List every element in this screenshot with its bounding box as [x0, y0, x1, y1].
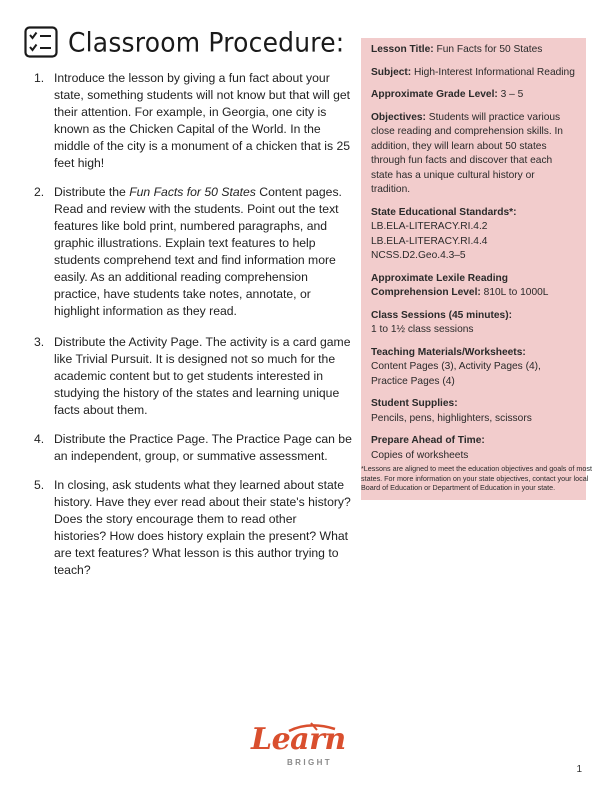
item-text: Introduce the lesson by giving a fun fact about your state, something students will not know but that will get their attention. For example, in Georgia, one city is known as the Chicken Capital of the World. In the middle of the city is a monument of a chicken that is 25 feet high!	[54, 71, 351, 170]
page-title: Classroom Procedure:	[68, 26, 345, 58]
item-number: 3.	[34, 335, 45, 349]
item-text	[54, 184, 352, 320]
lexile-field	[371, 272, 576, 301]
prepare-field	[371, 434, 576, 463]
field-value: Copies of worksheets	[371, 449, 469, 461]
logo-wordmark: Learn	[251, 722, 346, 757]
item-number: 1.	[34, 71, 45, 85]
field-label: Subject:	[371, 66, 412, 78]
materials-field	[371, 346, 576, 390]
field-label: Approximate Lexile Reading Comprehension Level:	[371, 272, 508, 298]
field-value: High-Interest Informational Reading	[414, 66, 575, 78]
list-item	[34, 477, 352, 579]
field-label: Class Sessions (45 minutes):	[371, 309, 512, 321]
field-value: Pencils, pens, highlighters, scissors	[371, 412, 532, 424]
field-value: 1 to 1½ class sessions	[371, 324, 474, 335]
learn-bright-logo	[251, 722, 363, 770]
standard-code: NCSS.D2.Geo.4.3–5	[371, 250, 466, 261]
field-value: Content Pages (3), Activity Pages (4), Practice Pages (4)	[371, 361, 541, 387]
item-number: 2.	[34, 185, 45, 199]
field-label: Student Supplies:	[371, 398, 458, 409]
list-item	[34, 184, 352, 320]
item-text: Distribute the Activity Page. The activity is a card game like Trivial Pursuit. It is designed not so much for the academic content but to get students interested in studying the history of the states and learning unique facts about them.	[54, 335, 351, 417]
grade-level-field	[371, 88, 576, 103]
field-value: Students will practice various close reading and comprehension skills. In addition, they will learn about 50 states through fun facts and discover that each state has a unique cultural history or tradition.	[371, 111, 563, 195]
standards-field	[371, 206, 576, 264]
page-header	[24, 26, 344, 58]
item-number: 5.	[34, 478, 45, 492]
logo-subtitle: BRIGHT	[287, 758, 333, 767]
list-item	[34, 334, 352, 419]
list-item	[34, 431, 352, 465]
sessions-field	[371, 309, 576, 338]
item-text-emphasis: Fun Facts for 50 States	[129, 185, 256, 199]
field-label: Prepare Ahead of Time:	[371, 435, 485, 446]
list-item	[34, 70, 352, 172]
objectives-field	[371, 111, 576, 198]
standard-code: LB.ELA-LITERACY.RI.4.4	[371, 235, 488, 247]
supplies-field	[371, 397, 576, 426]
field-label: Lesson Title:	[371, 44, 434, 55]
item-text-pre: Distribute the	[54, 185, 130, 199]
field-label: Teaching Materials/Worksheets:	[371, 346, 526, 358]
page-number: 1	[576, 764, 582, 775]
item-text: In closing, ask students what they learned about state history. Have they ever read about their state's history? Does the story encourage them to read other histories? How does history explain the present? What are text features? What lesson is this author trying to teach?	[54, 478, 351, 577]
item-text: Distribute the Practice Page. The Practice Page can be an independent, group, or summative assessment.	[54, 432, 352, 463]
field-value: 3 – 5	[500, 89, 524, 100]
standard-code: LB.ELA-LITERACY.RI.4.2	[371, 221, 488, 232]
item-number: 4.	[34, 432, 45, 446]
item-text-post: Content pages. Read and review with the students. Point out the text features like bold print, numbered paragraphs, and graphic illustrations. Explain text features to help students comprehend text and find information more easily. As an additional reading comprehension practice, have students take notes, annotate, or highlight information as they read.	[54, 185, 342, 318]
standards-footnote: *Lessons are aligned to meet the education objectives and goals of most states. For more information on your state objectives, contact your local Board of Education or Department of Education in your state.	[361, 464, 592, 493]
subject-field	[371, 66, 576, 81]
field-label: Approximate Grade Level:	[371, 89, 498, 100]
field-value: Fun Facts for 50 States	[436, 44, 543, 55]
procedure-list	[34, 70, 352, 591]
lesson-title-field	[371, 43, 576, 58]
field-label: State Educational Standards*:	[371, 206, 517, 218]
field-value: 810L to 1000L	[483, 287, 549, 298]
lesson-info-sidebar	[361, 38, 592, 500]
field-label: Objectives:	[371, 111, 426, 123]
checklist-icon	[24, 26, 58, 58]
